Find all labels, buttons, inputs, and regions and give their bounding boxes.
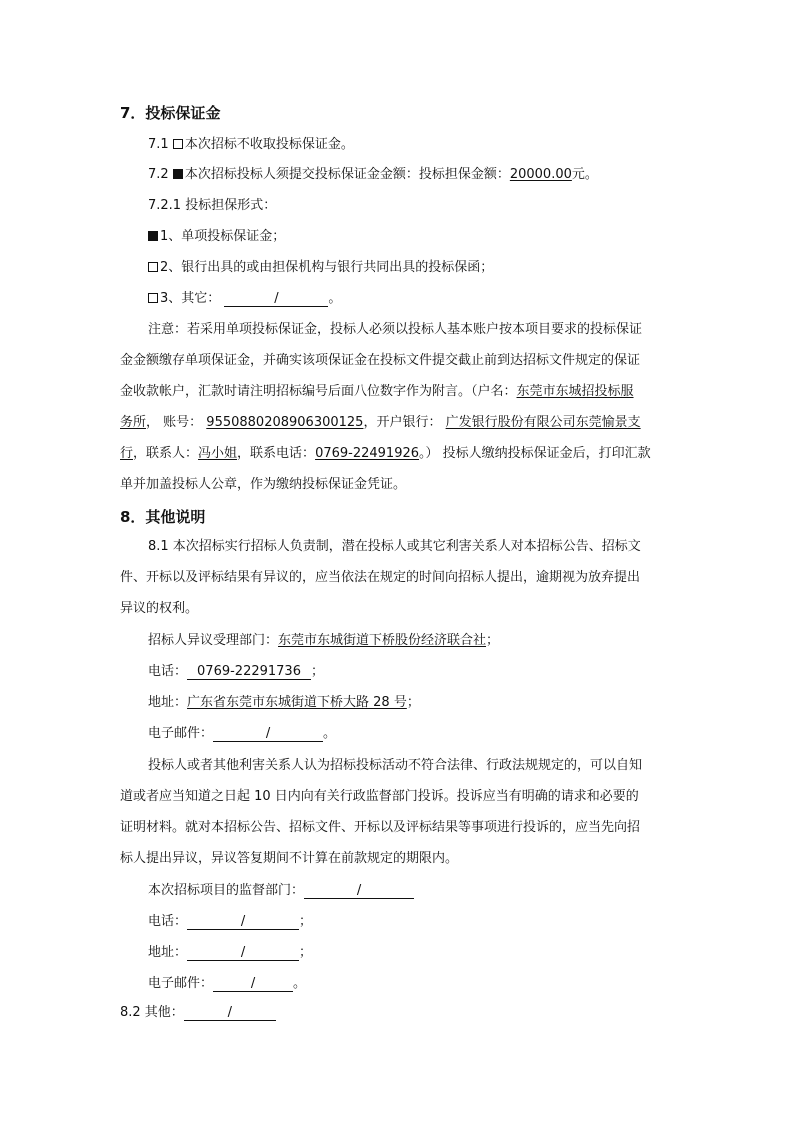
account-name-cont: 务所 [120, 415, 147, 430]
supervise-phone [148, 913, 312, 931]
objection-email [148, 725, 336, 743]
unchecked-box-icon[interactable] [148, 293, 158, 303]
supervise-address-label: 地址： [148, 945, 188, 960]
account-name: 东莞市东城招投标服 [516, 384, 634, 399]
objection-email-label: 电子邮件： [148, 726, 214, 741]
note-line-4 [120, 414, 641, 432]
item-7-1-text: 本次招标不收取投标保证金。 [184, 137, 354, 152]
objection-address-end: ； [406, 695, 420, 710]
supervise-dept-label: 本次招标项目的监督部门： [148, 883, 305, 898]
note-line-1: 注意：若采用单项投标保证金，投标人必须以投标人基本账户按本项目要求的投标保证 [148, 322, 643, 337]
supervise-address-value: / [187, 945, 299, 961]
item-7-2-text: 本次招标投标人须提交投标保证金金额：投标担保金额： [184, 167, 510, 182]
guarantee-amount: 20000.00 [509, 167, 572, 182]
option-1 [148, 228, 285, 246]
note-line-3 [120, 383, 634, 401]
p1-line-2: 件、开标以及评标结果有异议的，应当依法在规定的时间向招标人提出，逾期视为放弃提出 [120, 570, 641, 585]
item-7-1-number: 7.1 [148, 137, 169, 152]
p2-line-1: 投标人或者其他利害关系人认为招标投标活动不符合法律、行政法规规定的，可以自知 [148, 758, 643, 773]
supervise-phone-value: / [187, 914, 299, 930]
objection-address-label: 地址： [148, 695, 188, 710]
objection-dept-end: ； [486, 633, 500, 648]
contact-label: ，联系人： [133, 446, 199, 461]
item-7-2-number: 7.2 [148, 167, 169, 182]
note-line-2: 金金额缴存单项保证金，并确实该项保证金在投标文件提交截止前到达招标文件规定的保证 [120, 353, 641, 368]
objection-phone-end: ； [311, 664, 325, 679]
p1-line-1: 8.1 本次招标实行招标人负责制，潜在投标人或其它利害关系人对本招标公告、招标文 [148, 539, 641, 554]
objection-email-value: / [213, 726, 323, 742]
supervise-email [148, 975, 306, 993]
objection-phone-label: 电话： [148, 664, 188, 679]
objection-dept [148, 632, 499, 650]
objection-phone-value: 0769-22291736 [187, 664, 311, 680]
objection-phone [148, 663, 324, 681]
option-3 [148, 290, 341, 308]
checked-box-icon[interactable] [173, 169, 183, 179]
bank-name: 广发银行股份有限公司东莞愉景支 [445, 415, 641, 430]
item-8-2 [120, 1004, 276, 1022]
option-1-text: 1、单项投标保证金； [160, 229, 286, 244]
item-7-2 [148, 166, 598, 184]
contact-phone: 0769-22491926 [315, 446, 420, 461]
note-line-6: 单并加盖投标人公章，作为缴纳投标保证金凭证。 [120, 477, 407, 492]
option-3-end: 。 [328, 291, 342, 306]
supervise-phone-label: 电话： [148, 914, 188, 929]
supervise-dept [148, 882, 414, 900]
option-3-text: 3、其它： [160, 291, 221, 306]
option-2-text: 2、银行出具的或由担保机构与银行共同出具的投标保函； [160, 260, 494, 275]
p2-line-4: 标人提出异议，异议答复期间不计算在前款规定的期限内。 [120, 851, 459, 866]
bank-name-cont: 行 [120, 446, 134, 461]
objection-address [148, 694, 420, 712]
objection-dept-value: 东莞市东城街道下桥股份经济联合社 [278, 633, 487, 648]
bank-label: ，开户银行： [363, 415, 442, 430]
supervise-email-end: 。 [293, 976, 307, 991]
supervise-dept-value: / [304, 883, 414, 899]
option-2 [148, 259, 493, 277]
phone-label: ，联系电话： [237, 446, 316, 461]
account-number: 9550880208906300125 [206, 415, 364, 430]
section-7-heading: 7．投标保证金 [120, 104, 221, 122]
unchecked-box-icon[interactable] [148, 262, 158, 272]
note-line-5-text: 。） 投标人缴纳投标保证金后，打印汇款 [419, 446, 651, 461]
section-8-heading: 8．其他说明 [120, 508, 206, 526]
objection-dept-label: 招标人异议受理部门： [148, 633, 279, 648]
item-8-2-value: / [184, 1005, 276, 1021]
contact-name: 冯小姐 [198, 446, 238, 461]
supervise-email-value: / [213, 976, 293, 992]
option-3-blank: / [224, 291, 328, 307]
item-7-1 [148, 136, 354, 154]
objection-address-value: 广东省东莞市东城街道下桥大路 28 号 [187, 695, 407, 710]
note-line-5 [120, 445, 651, 463]
note-line-3-text: 金收款帐户，汇款时请注明招标编号后面八位数字作为附言。（户名： [120, 384, 517, 399]
p2-line-2: 道或者应当知道之日起 10 日内向有关行政监督部门投诉。投诉应当有明确的请求和必要的 [120, 789, 639, 804]
supervise-address-end: ； [299, 945, 313, 960]
p1-line-3: 异议的权利。 [120, 601, 199, 616]
checked-box-icon[interactable] [148, 231, 158, 241]
item-7-2-1: 7.2.1 投标担保形式： [148, 198, 277, 213]
supervise-phone-end: ； [299, 914, 313, 929]
supervise-email-label: 电子邮件： [148, 976, 214, 991]
account-label: ， 账号： [146, 415, 203, 430]
item-8-2-label: 8.2 其他： [120, 1005, 184, 1020]
objection-email-end: 。 [323, 726, 337, 741]
supervise-address [148, 944, 312, 962]
unchecked-box-icon[interactable] [173, 139, 183, 149]
p2-line-3: 证明材料。就对本招标公告、招标文件、开标以及评标结果等事项进行投诉的，应当先向招 [120, 820, 641, 835]
item-7-2-unit: 元。 [571, 167, 598, 182]
